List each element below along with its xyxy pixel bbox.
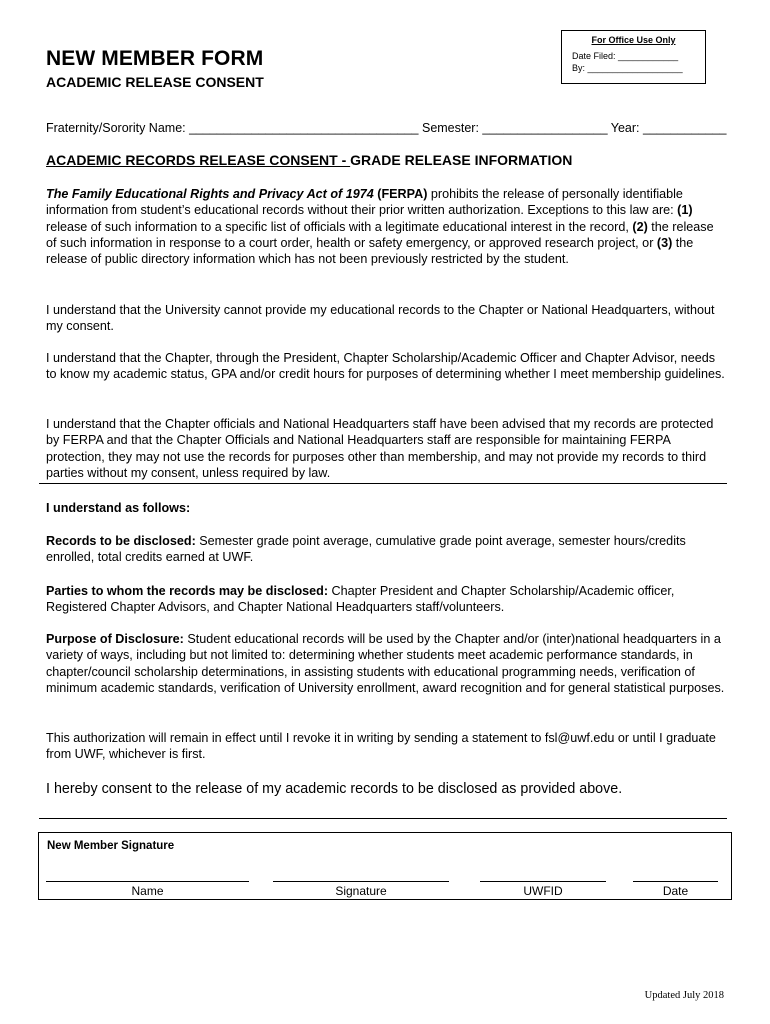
purpose-text: Student educational records will be used by the Chapter and/or (inter)national headquarters in a variety of ways, including but not limited to: determining whether students meet academic performance standards, in chapter/council scholarship determinations, in assisting students with educational programming needs, verification of minimum academic standards, verification of University enrollment, award recognition and for general statistical purposes. <box>46 632 725 695</box>
updated-date: Updated July 2018 <box>644 990 724 1001</box>
consent-divider <box>39 818 727 819</box>
name-label: Name <box>131 884 164 898</box>
page-title: NEW MEMBER FORM <box>46 47 264 70</box>
uwfid-line[interactable] <box>480 881 606 882</box>
section-heading-part1: ACADEMIC RECORDS RELEASE CONSENT - <box>46 152 351 168</box>
ferpa-num-2: (2) <box>632 219 648 234</box>
date-label: Date <box>662 884 689 898</box>
authorization-paragraph: This authorization will remain in effect until I revoke it in writing by sending a statement to fsl@uwf.edu or until I graduate from UWF, whichever is first. <box>46 731 716 762</box>
records-text: Semester grade point average, cumulative grade point average, semester hours/credits enrolled, total credits earned at UWF. <box>46 534 686 565</box>
ferpa-paragraph <box>46 186 726 267</box>
parties-text: Chapter President and Chapter Scholarship/Academic officer, Registered Chapter Advisors, and Chapter National Headquarters staff/volunteers. <box>46 584 675 615</box>
name-line[interactable] <box>46 881 249 882</box>
signature-box-title: New Member Signature <box>47 840 175 852</box>
understand-paragraph-1: I understand that the University cannot provide my educational records to the Chapter or National Headquarters, without my consent. <box>46 303 715 334</box>
records-label: Records to be disclosed: <box>46 534 196 548</box>
ferpa-text-3: the release of such information in response to a court order, health or safety emergency, or approved research project, or <box>46 219 714 250</box>
date-filed-field: Date Filed: ____________ <box>572 51 679 61</box>
filed-by-field: By: ___________________ <box>572 63 683 73</box>
section-heading-part2: GRADE RELEASE INFORMATION <box>350 152 573 168</box>
section-heading <box>46 152 572 168</box>
parties-label: Parties to whom the records may be disclosed: <box>46 584 329 598</box>
consent-statement: I hereby consent to the release of my academic records to be disclosed as provided above. <box>46 781 623 797</box>
uwfid-label: UWFID <box>523 884 563 898</box>
purpose-label: Purpose of Disclosure: <box>46 632 184 646</box>
understand-paragraph-3: I understand that the Chapter officials and National Headquarters staff have been advised that my records are protected by FERPA and that the Chapter Officials and National Headquarters staff are responsible for maintaining FERPA protection, they may not use the records for purposes other than membership, and may not provide my records to third parties without my consent, unless required by law. <box>46 417 714 480</box>
ferpa-text-2: release of such information to a specific list of officials with a legitimate educational interest in the record, <box>46 219 633 234</box>
section-divider <box>39 483 727 484</box>
signature-box <box>38 832 732 900</box>
purpose-paragraph <box>46 631 726 696</box>
ferpa-text-1: prohibits the release of personally identifiable information from student’s educational records without their prior written authorization. Exceptions to this law are: <box>46 187 683 218</box>
follows-heading: I understand as follows: <box>46 501 191 515</box>
understand-paragraph-2: I understand that the Chapter, through the President, Chapter Scholarship/Academic Officer and Chapter Advisor, needs to know my academic status, GPA and/or credit hours for purposes of determining whether I meet membership guidelines. <box>46 351 725 382</box>
page-subtitle: ACADEMIC RELEASE CONSENT <box>46 74 264 90</box>
ferpa-abbr: (FERPA) <box>377 187 428 201</box>
office-use-title: For Office Use Only <box>591 35 676 45</box>
ferpa-num-3: (3) <box>656 235 673 250</box>
office-use-box <box>561 30 706 84</box>
chapter-info-line: Fraternity/Sorority Name: _________________________________ Semester: __________________ Year: ____________ <box>46 121 727 135</box>
signature-label: Signature <box>335 884 387 898</box>
date-line[interactable] <box>633 881 718 882</box>
ferpa-act-name: The Family Educational Rights and Privacy Act of 1974 <box>46 187 374 201</box>
signature-line[interactable] <box>273 881 449 882</box>
ferpa-num-1: (1) <box>677 203 693 218</box>
parties-paragraph <box>46 583 726 616</box>
records-disclosed-paragraph <box>46 533 726 566</box>
ferpa-text-4: the release of public directory information which has not been previously restricted by the student. <box>46 235 694 267</box>
